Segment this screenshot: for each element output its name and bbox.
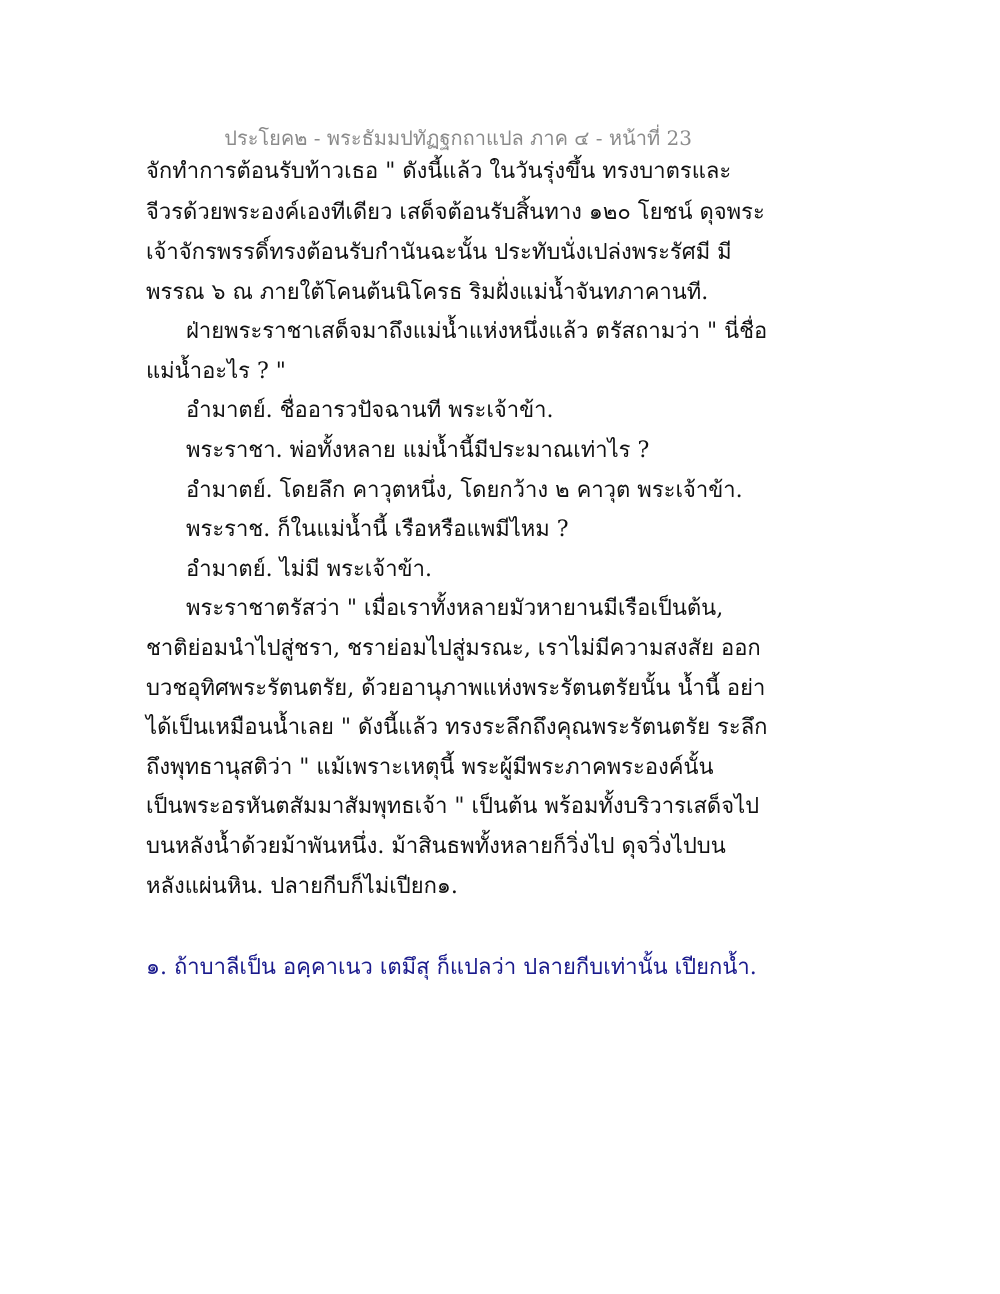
body-line: เจ้าจักรพรรดิ์ทรงต้อนรับกำนันฉะนั้น ประทับนั่งเปล่งพระรัศมี มี [146, 240, 732, 265]
body-line: พระราชาตรัสว่า " เมื่อเราทั้งหลายมัวหายานมีเรือเป็นต้น, [186, 596, 724, 621]
body-line: แม่น้ำอะไร ? " [146, 359, 286, 384]
body-line: อำมาตย์. โดยลึก คาวุตหนึ่ง, โดยกว้าง ๒ คาวุต พระเจ้าข้า. [186, 478, 743, 503]
body-line: ฝ่ายพระราชาเสด็จมาถึงแม่น้ำแห่งหนึ่งแล้ว ตรัสถามว่า " นี่ชื่อ [186, 319, 768, 344]
page-header: ประโยค๒ - พระธัมมปทัฏฐกถาแปล ภาค ๔ - หน้าที่ 23 [224, 126, 692, 150]
body-line: เป็นพระอรหันตสัมมาสัมพุทธเจ้า " เป็นต้น พร้อมทั้งบริวารเสด็จไป [146, 794, 760, 819]
body-line: พระราชา. พ่อทั้งหลาย แม่น้ำนี้มีประมาณเท่าไร ? [186, 438, 650, 463]
body-line: จีวรด้วยพระองค์เองทีเดียว เสด็จต้อนรับสิ้นทาง ๑๒๐ โยชน์ ดุจพระ [146, 200, 765, 225]
body-line: อำมาตย์. ไม่มี พระเจ้าข้า. [186, 557, 432, 582]
body-line: พรรณ ๖ ณ ภายใต้โคนต้นนิโครธ ริมฝั่งแม่น้ำจันทภาคานที. [146, 280, 709, 305]
body-line: บนหลังน้ำด้วยม้าพันหนึ่ง. ม้าสินธพทั้งหลายก็วิ่งไป ดุจวิ่งไปบน [146, 834, 726, 859]
body-line: อำมาตย์. ชื่ออารวปัจฉานที พระเจ้าข้า. [186, 398, 554, 423]
body-line: หลังแผ่นหิน. ปลายกีบก็ไม่เปียก๑. [146, 874, 458, 899]
body-line: จักทำการต้อนรับท้าวเธอ " ดังนี้แล้ว ในวันรุ่งขึ้น ทรงบาตรและ [146, 159, 732, 184]
body-line: พระราช. ก็ในแม่น้ำนี้ เรือหรือแพมีไหม ? [186, 517, 569, 542]
body-line: ได้เป็นเหมือนน้ำเลย " ดังนี้แล้ว ทรงระลึกถึงคุณพระรัตนตรัย ระลึก [146, 715, 768, 740]
body-line: บวชอุทิศพระรัตนตรัย, ด้วยอานุภาพแห่งพระรัตนตรัยนั้น น้ำนี้ อย่า [146, 676, 766, 701]
body-line: ถึงพุทธานุสติว่า " แม้เพราะเหตุนี้ พระผู้มีพระภาคพระองค์นั้น [146, 755, 714, 780]
footnote: ๑. ถ้าบาลีเป็น อคฺคาเนว เตมึสุ ก็แปลว่า ปลายกีบเท่านั้น เปียกน้ำ. [146, 955, 757, 980]
body-line: ชาติย่อมนำไปสู่ชรา, ชราย่อมไปสู่มรณะ, เราไม่มีความสงสัย ออก [146, 636, 761, 661]
